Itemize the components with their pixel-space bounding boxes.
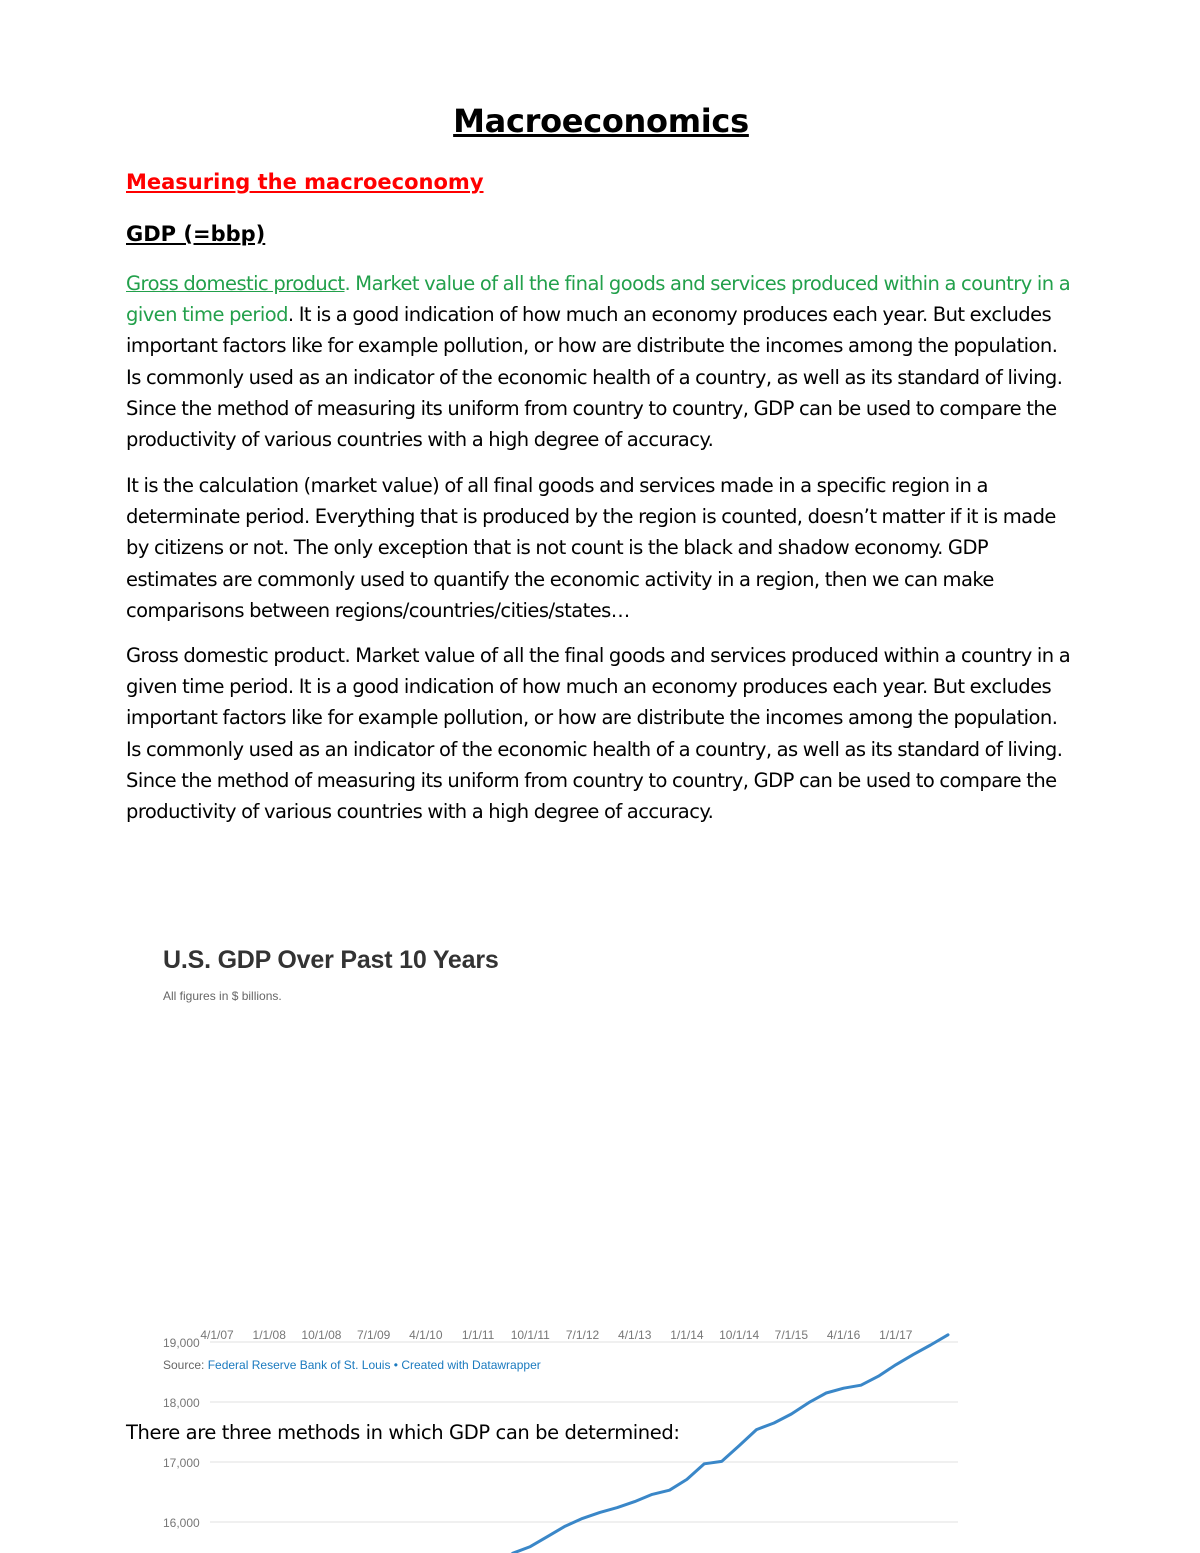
x-tick-label: 1/1/11 [461,1328,495,1342]
x-tick-label: 4/1/10 [409,1328,443,1342]
x-tick-label: 4/1/07 [200,1328,234,1342]
x-tick-label: 10/1/11 [510,1328,550,1342]
x-tick-label: 1/1/08 [252,1328,286,1342]
paragraph-calculation: It is the calculation (market value) of all final goods and services made in a specific region in a determinate period. Everything that is produced by the region is counted, doesn’t matter if it is made by citizens or not. The only exception that is not count is the black and shadow economy. GDP estimates are commonly used to quantify the economic activity in a region, then we can make comparisons between regions/countries/cities/states… [126,474,1056,622]
x-tick-label: 4/1/13 [618,1328,652,1342]
paragraph-repeat: Gross domestic product. Market value of all the final goods and services produced within a country in a given time period. It is a good indication of how much an economy produces each year. But excludes important factors like for example pollution, or how are distribute the incomes among the population. Is commonly used as an indicator of the economic health of a country, as well as its standard of living. Since the method of measuring its uniform from country to country, GDP can be used to compare the productivity of various countries with a high degree of accuracy. [126,644,1071,824]
y-tick-label: 18,000 [163,1396,200,1410]
gdp-term: Gross domestic product [126,272,345,295]
x-tick-label: 10/1/14 [719,1328,760,1342]
y-tick-label: 16,000 [163,1516,200,1530]
chart-source [163,1358,541,1372]
x-tick-label: 7/1/15 [774,1328,809,1342]
gdp-explanation: . It is a good indication of how much an economy produces each year. But excludes important factors like for example pollution, or how are distribute the incomes among the population. Is commonly used as an indicator of the economic health of a country, as well as its standard of living. Since the method of measuring its uniform from country to country, GDP can be used to compare the productivity of various countries with a high degree of accuracy. [126,303,1063,452]
page-title: Macroeconomics [453,102,749,140]
chart-title: U.S. GDP Over Past 10 Years [163,946,499,974]
subheading: GDP (=bbp) [126,222,266,246]
x-tick-label: 4/1/16 [826,1328,861,1342]
x-tick-label: 7/1/09 [356,1328,391,1342]
gdp-definition: . Market value of all the final goods and services produced within a country in a given time period [126,272,1071,327]
source-label: Source: [163,1358,208,1372]
y-tick-label: 19,000 [163,1336,200,1350]
x-tick-label: 1/1/14 [670,1328,704,1342]
section-heading: Measuring the macroeconomy [126,170,484,194]
x-tick-label: 10/1/08 [301,1328,342,1342]
y-tick-label: 17,000 [163,1456,200,1470]
paragraph-gdp-definition [126,268,1076,455]
x-tick-label: 1/1/17 [879,1328,913,1342]
chart-subtitle: All figures in $ billions. [163,989,282,1003]
source-link[interactable]: Federal Reserve Bank of St. Louis • Created with Datawrapper [207,1358,541,1372]
x-tick-label: 7/1/12 [565,1328,600,1342]
closing-sentence: There are three methods in which GDP can be determined: [126,1421,680,1444]
